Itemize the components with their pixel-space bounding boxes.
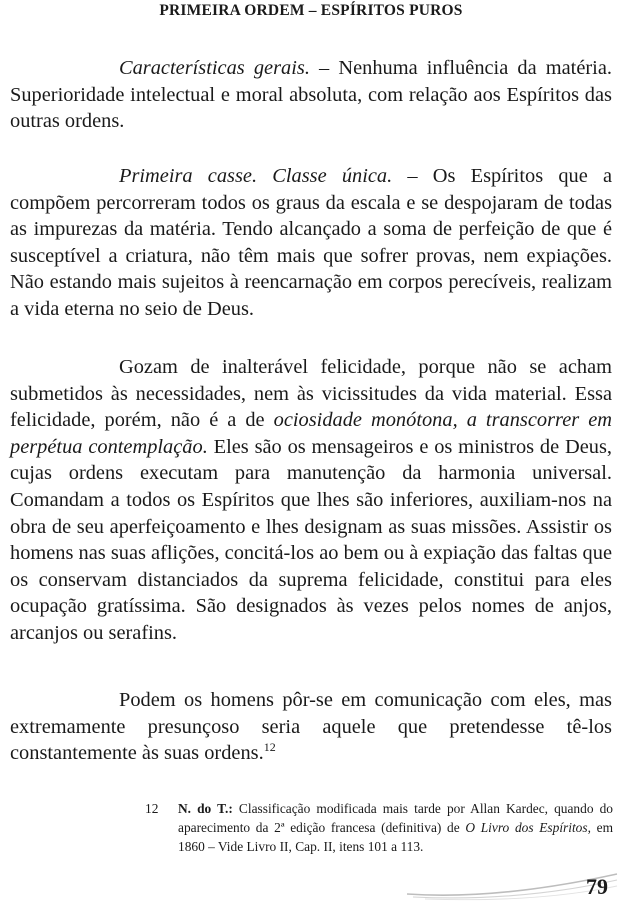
paragraph-comunicacao bbox=[10, 687, 612, 767]
footnote-text bbox=[178, 799, 613, 856]
footnote-reference[interactable]: 12 bbox=[263, 740, 276, 755]
footnote bbox=[145, 799, 613, 856]
footnote-book-title: O Livro dos Espíritos bbox=[465, 820, 588, 835]
page-number: 79 bbox=[586, 874, 608, 899]
paragraph-primeira-classe bbox=[10, 163, 612, 323]
footnote-body: , em 1860 – Vide Livro II, Cap. II, itens 101 a 113. bbox=[178, 820, 613, 854]
running-header: PRIMEIRA ORDEM – ESPÍRITOS PUROS bbox=[159, 2, 463, 19]
paragraph-text: Podem os homens pôr-se em comunicação com eles, mas extremamente presunçoso seria aquele que pretendesse tê-los constantemente às suas ordens. bbox=[10, 689, 612, 765]
paragraph-italic-phrase: ociosidade monótona, a transcorrer em perpétua contemplação. bbox=[10, 409, 613, 458]
paragraph-text: Eles são os mensageiros e os ministros de Deus, cujas ordens executam para manutenção da harmonia universal. Comandam a todos os Espíritos que lhes são inferiores, auxiliam-nos na obra de seu aperfeiçoamento e lhes designam as suas missões. Assistir os homens nas suas aflições, concitá-los ao bem ou à expiação das faltas que os conservam distanciados da suprema felicidade, constitui para eles ocupação gratíssima. São designados às vezes pelos nomes de anjos, arcanjos ou serafins. bbox=[10, 435, 612, 644]
footnote-body: Classificação modificada mais tarde por Allan Kardec, quando do aparecimento da 2ª edição francesa (definitiva) de bbox=[178, 801, 613, 835]
paragraph-text: Gozam de inalterável felicidade, porque não se acham submetidos às necessidades, nem às vicissitudes da vida material. Essa felicidade, porém, não é a de bbox=[10, 356, 612, 432]
paragraph-text: – Nenhuma influência da matéria. Superioridade intelectual e moral absoluta, com relação aos Espíritos das outras ordens. bbox=[10, 57, 612, 133]
paragraph-lead-italic: Primeira casse. Classe única. bbox=[119, 165, 393, 187]
footnote-label: N. do T.: bbox=[178, 801, 233, 816]
paragraph-lead-italic: Características gerais. bbox=[119, 57, 310, 79]
footnote-number: 12 bbox=[145, 801, 159, 816]
paragraph-text: – Os Espíritos que a compõem percorreram todos os graus da escala e se despojaram de todas as impurezas da matéria. Tendo alcançado a soma de perfeição de que é susceptível a criatura, não têm mais que sofrer provas, nem expiações. Não estando mais sujeitos à reencarnação em corpos perecíveis, realizam a vida eterna no seio de Deus. bbox=[10, 165, 613, 320]
paragraph-gozam-felicidade bbox=[10, 354, 612, 647]
paragraph-caracteristicas-gerais bbox=[10, 55, 612, 135]
